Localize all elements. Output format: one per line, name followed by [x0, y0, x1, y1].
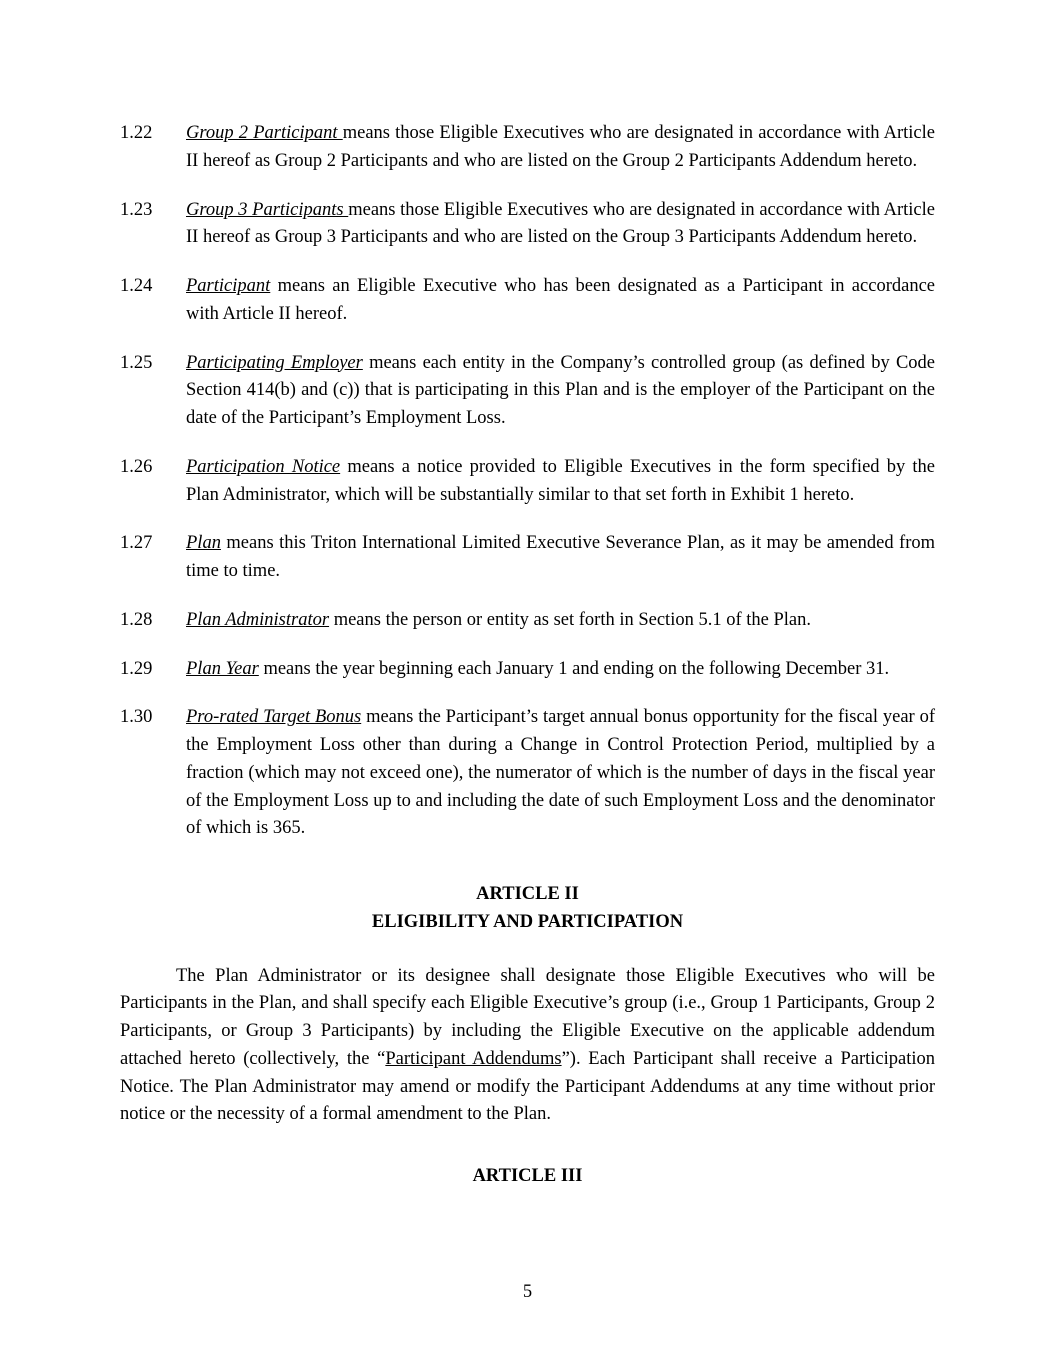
defined-term: Pro-rated Target Bonus: [186, 707, 362, 728]
defined-term: Plan: [186, 533, 221, 554]
clause-1-23: [120, 197, 935, 253]
article-two-heading: [120, 881, 935, 937]
clause-number: 1.25: [120, 352, 153, 373]
clause-text: [186, 607, 935, 635]
clause-text: [186, 454, 935, 510]
defined-term: Participation Notice: [186, 456, 341, 477]
clause-definition: means an Eligible Executive who has been designated as a Participant in accordance with Article II hereof.: [186, 276, 935, 324]
article-two-paragraph: [120, 963, 935, 1130]
clause-definition: means the person or entity as set forth in Section 5.1 of the Plan.: [329, 609, 811, 630]
clause-text: [186, 350, 935, 433]
clause-text: [186, 197, 935, 253]
clause-text: [186, 273, 935, 329]
defined-term: Group 2 Participant: [186, 123, 343, 143]
defined-term: Group 3 Participants: [186, 199, 349, 220]
clause-1-29: [120, 656, 935, 684]
clause-1-27: [120, 530, 935, 586]
defined-term: Participant: [186, 276, 271, 296]
defined-term: Plan Year: [186, 658, 259, 679]
clause-text: [186, 120, 935, 176]
clause-1-26: [120, 454, 935, 510]
clause-number: 1.23: [120, 199, 153, 220]
clause-definition: means those Eligible Executives who are designated in accordance with Article II hereof as Group 2 Participants and who are listed on the Group 2 Participants Addendum hereto.: [186, 123, 935, 171]
clause-definition: means the Participant’s target annual bonus opportunity for the fiscal year of the Employment Loss other than during a Change in Control Protection Period, multiplied by a fraction (which may not exceed one), the numerator of which is the number of days in the fiscal year of the Employment Loss up to and including the date of such Employment Loss and the denominator of which is 365.: [186, 707, 935, 839]
clause-definition: means the year beginning each January 1 and ending on the following December 31.: [258, 658, 890, 679]
clause-number: 1.29: [120, 658, 153, 679]
clause-number: 1.26: [120, 456, 153, 477]
article-two-subtitle: ELIGIBILITY AND PARTICIPATION: [371, 911, 684, 932]
clause-number: 1.30: [120, 707, 153, 728]
clause-definition: means those Eligible Executives who are designated in accordance with Article II hereof as Group 3 Participants and who are listed on the Group 3 Participants Addendum hereto.: [186, 199, 935, 248]
clause-text: [186, 704, 935, 843]
clause-1-30: [120, 704, 935, 843]
article-three-title: ARTICLE III: [472, 1166, 583, 1186]
clause-1-25: [120, 350, 935, 433]
article-two-title: ARTICLE II: [476, 884, 579, 904]
article-three-heading: [120, 1163, 935, 1191]
clause-definition: means this Triton International Limited Executive Severance Plan, as it may be amended from time to time.: [186, 533, 935, 581]
paragraph-part-one: The Plan Administrator or its designee shall designate those Eligible Executives who will be Participants in the Plan, and shall specify each Eligible Executive’s group (i.e., Group 1 Participants, Group 2 Participants, or Group 3 Participants) by including the Eligible Executive on the applicable addendum attached hereto (collectively, the “: [120, 965, 935, 1069]
clause-1-28: [120, 607, 935, 635]
clause-number: 1.22: [120, 123, 153, 143]
clause-text: [186, 530, 935, 586]
clause-1-24: [120, 273, 935, 329]
clause-1-22: [120, 120, 935, 176]
clause-definition: means each entity in the Company’s controlled group (as defined by Code Section 414(b) and (c)) that is participating in this Plan and is the employer of the Participant on the date of the Participant’s Employment Loss.: [186, 352, 935, 428]
defined-term: Participating Employer: [186, 352, 363, 373]
clause-text: [186, 656, 935, 684]
clause-number: 1.27: [120, 533, 153, 554]
clause-number: 1.28: [120, 609, 153, 630]
defined-term: Plan Administrator: [186, 609, 330, 630]
clause-number: 1.24: [120, 276, 153, 296]
paragraph-part-two: ”). Each Participant shall receive a Participation Notice. The Plan Administrator may amend or modify the Participant Addendums at any time without prior notice or the necessity of a formal amendment to the Plan.: [120, 1048, 935, 1125]
page-number: 5: [522, 1282, 533, 1302]
participant-addendums-term: Participant Addendums: [385, 1048, 562, 1069]
clause-definition: means a notice provided to Eligible Executives in the form specified by the Plan Administrator, which will be substantially similar to that set forth in Exhibit 1 hereto.: [186, 456, 936, 505]
